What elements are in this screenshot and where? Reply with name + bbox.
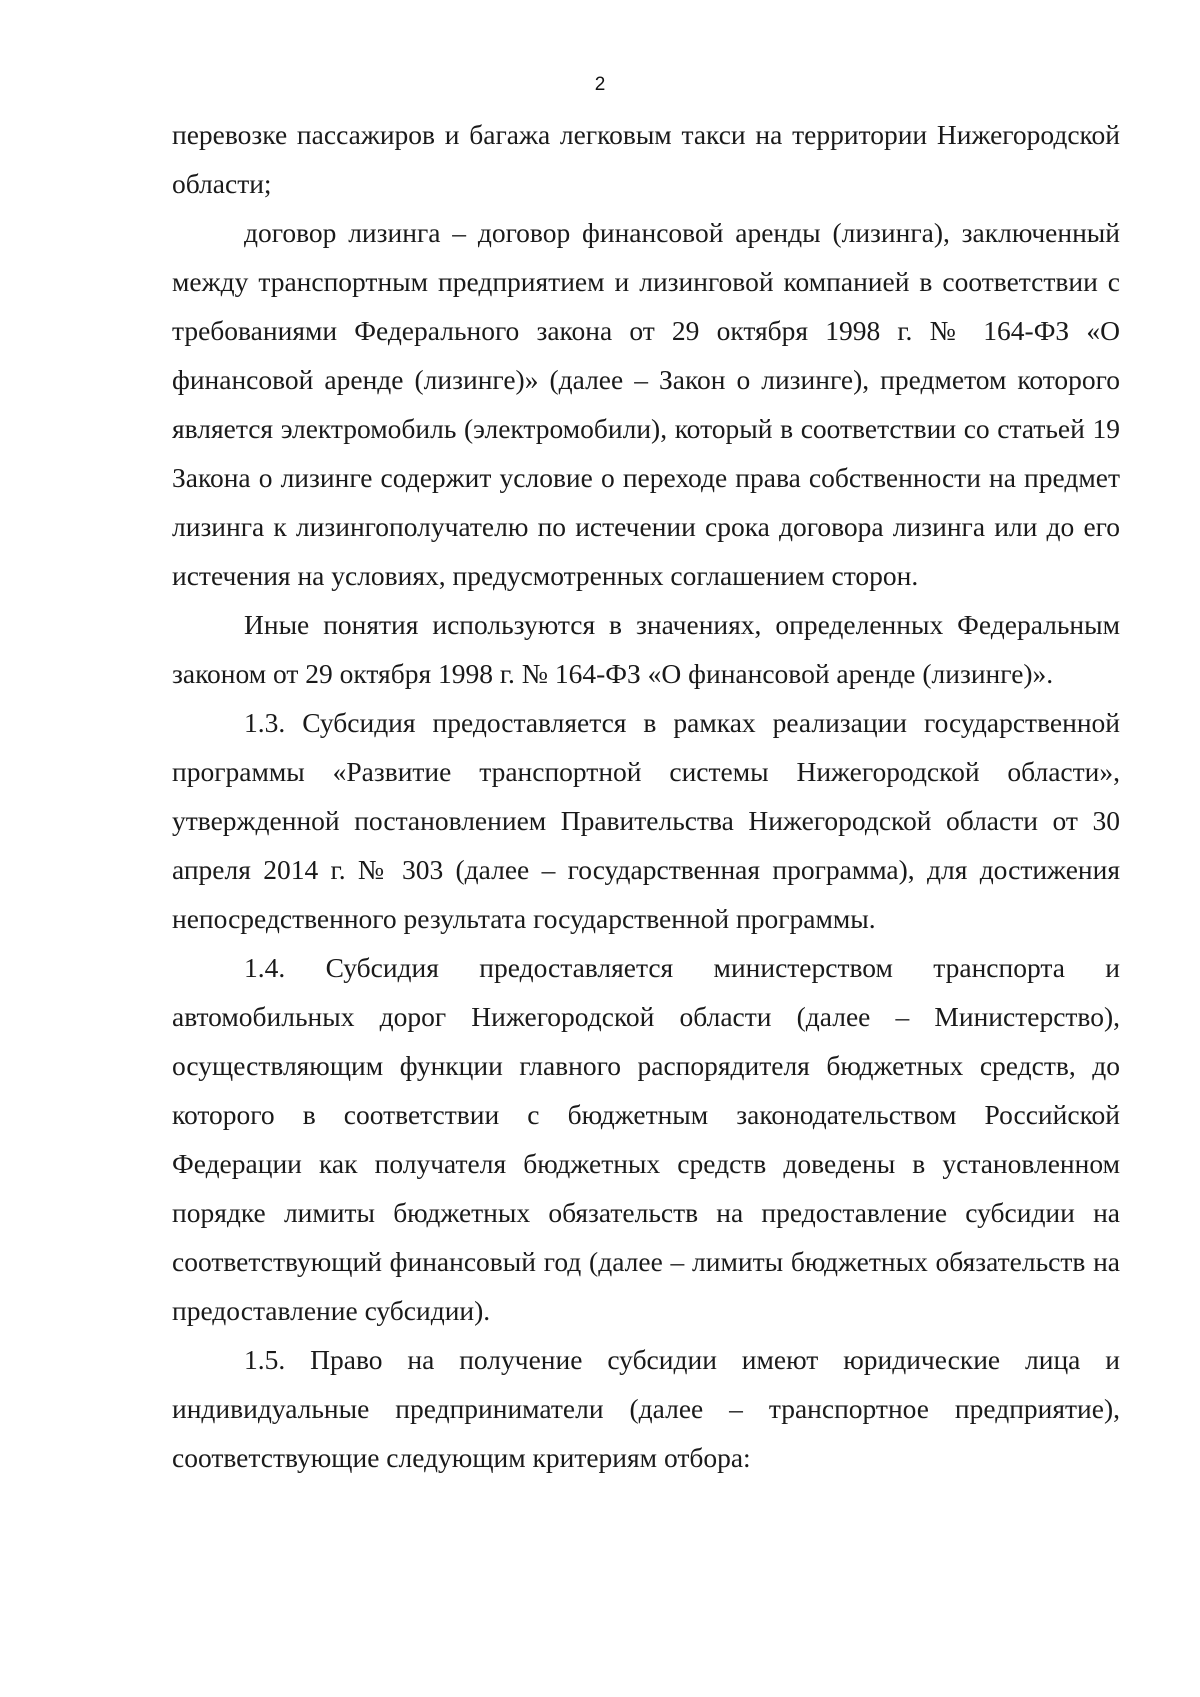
page-number: 2 [594,74,606,95]
paragraph-continuation: перевозке пассажиров и багажа легковым такси на территории Нижегородской области; [172,119,1120,199]
paragraph-leasing-definition: договор лизинга – договор финансовой аренды (лизинга), заключенный между транспортным предприятием и лизинговой компанией в соответствии с требованиями Федерального закона от 29 октября 1998 г. № 164-ФЗ «О финансовой аренде (лизинге)» (далее – Закон о лизинге), предметом которого является электромобиль (электромобили), который в соответствии со статьей 19 Закона о лизинге содержит условие о переходе права собственности на предмет лизинга к лизингополучателю по истечении срока договора лизинга или до его истечения на условиях, предусмотренных соглашением сторон. [172,217,1120,591]
paragraph-1-3: 1.3. Субсидия предоставляется в рамках реализации государственной программы «Развитие транспортной системы Нижегородской области», утвержденной постановлением Правительства Нижегородской области от 30 апреля 2014 г. № 303 (далее – государственная программа), для достижения непосредственного результата государственной программы. [172,707,1120,934]
paragraph-1-5: 1.5. Право на получение субсидии имеют юридические лица и индивидуальные предприниматели (далее – транспортное предприятие), соответствующие следующим критериям отбора: [172,1344,1120,1473]
paragraph-1-4: 1.4. Субсидия предоставляется министерством транспорта и автомобильных дорог Нижегородской области (далее – Министерство), осуществляющим функции главного распорядителя бюджетных средств, до которого в соответствии с бюджетным законодательством Российской Федерации как получателя бюджетных средств доведены в установленном порядке лимиты бюджетных обязательств на предоставление субсидии на соответствующий финансовый год (далее – лимиты бюджетных обязательств на предоставление субсидии). [172,952,1120,1326]
paragraph-other-terms: Иные понятия используются в значениях, определенных Федеральным законом от 29 октября 1998 г. № 164-ФЗ «О финансовой аренде (лизинге)». [172,609,1120,689]
document-body [172,110,1120,1482]
